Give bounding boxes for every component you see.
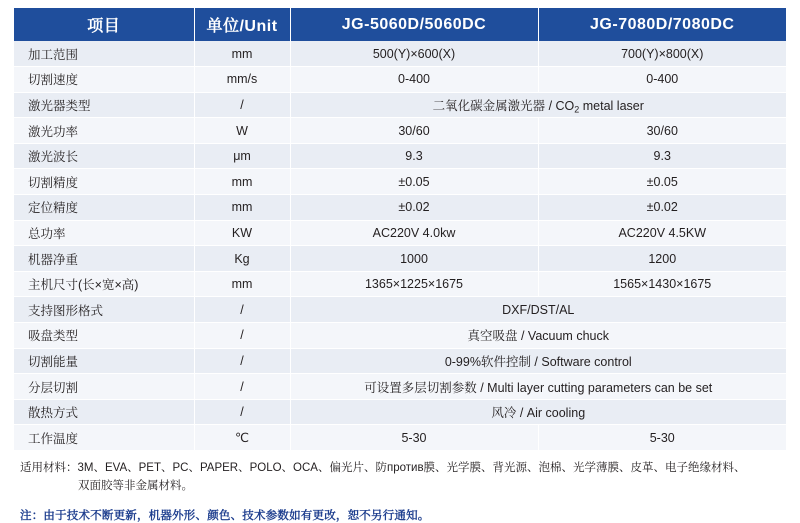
cell-value-5060: 真空吸盘 / Vacuum chuck	[290, 323, 786, 349]
cell-unit: ℃	[194, 425, 290, 451]
cell-unit: mm/s	[194, 67, 290, 93]
cell-parameter-name: 切割精度	[14, 169, 194, 195]
cell-unit: Kg	[194, 246, 290, 272]
cell-value-5060: 0-400	[290, 67, 538, 93]
cell-parameter-name: 机器净重	[14, 246, 194, 272]
cell-value-7080: ±0.05	[538, 169, 786, 195]
cell-value-7080: 1200	[538, 246, 786, 272]
cell-parameter-name: 工作温度	[14, 425, 194, 451]
cell-value-5060: 30/60	[290, 118, 538, 144]
cell-parameter-name: 支持图形格式	[14, 297, 194, 323]
cell-unit: W	[194, 118, 290, 144]
cell-parameter-name: 总功率	[14, 220, 194, 246]
cell-unit: mm	[194, 41, 290, 67]
cell-parameter-name: 切割速度	[14, 67, 194, 93]
cell-parameter-name: 散热方式	[14, 399, 194, 425]
table-row	[14, 169, 786, 195]
cell-value-5060: 可设置多层切割参数 / Multi layer cutting parameters can be set	[290, 374, 786, 400]
table-row	[14, 67, 786, 93]
cell-unit: /	[194, 374, 290, 400]
table-row	[14, 246, 786, 272]
table-row	[14, 41, 786, 67]
cell-value-5060: 二氧化碳金属激光器 / $CO_2$ metal laser	[290, 92, 786, 118]
cell-unit: μm	[194, 143, 290, 169]
disclaimer-note: 注：由于技术不断更新，机器外形、颜色、技术参数如有更改，恕不另行通知。	[20, 509, 430, 522]
materials-note	[14, 460, 786, 496]
cell-value-7080: AC220V 4.5KW	[538, 220, 786, 246]
cell-value-5060: ±0.02	[290, 195, 538, 221]
cell-value-5060: ±0.05	[290, 169, 538, 195]
specification-table	[14, 8, 786, 451]
table-row	[14, 374, 786, 400]
cell-unit: mm	[194, 169, 290, 195]
cell-parameter-name: 激光波长	[14, 143, 194, 169]
cell-unit: /	[194, 92, 290, 118]
cell-unit: mm	[194, 195, 290, 221]
cell-value-7080: 0-400	[538, 67, 786, 93]
cell-parameter-name: 主机尺寸(长×宽×高)	[14, 271, 194, 297]
cell-unit: /	[194, 399, 290, 425]
materials-note-line-1: 适用材料：3M、EVA、PET、PC、PAPER、POLO、OCA、偏光片、防против膜、光学膜、背光源、泡棉、光学薄膜、皮革、电子绝缘材料、	[20, 462, 746, 474]
column-header-item: 项目	[14, 8, 194, 41]
cell-value-5060: 9.3	[290, 143, 538, 169]
column-header-unit: 单位/Unit	[194, 8, 290, 41]
cell-value-7080: 5-30	[538, 425, 786, 451]
table-row	[14, 195, 786, 221]
cell-value-7080: 9.3	[538, 143, 786, 169]
cell-unit: /	[194, 348, 290, 374]
cell-parameter-name: 吸盘类型	[14, 323, 194, 349]
table-header	[14, 8, 786, 41]
table-row	[14, 399, 786, 425]
cell-value-5060: 风冷 / Air cooling	[290, 399, 786, 425]
table-row	[14, 143, 786, 169]
cell-unit: mm	[194, 271, 290, 297]
cell-value-7080: 1565×1430×1675	[538, 271, 786, 297]
cell-unit: KW	[194, 220, 290, 246]
cell-parameter-name: 分层切割	[14, 374, 194, 400]
materials-note-line-2: 双面胶等非金属材料。	[78, 479, 193, 492]
column-header-model-7080: JG-7080D/7080DC	[538, 8, 786, 41]
table-header-row	[14, 8, 786, 41]
cell-value-5060: 500(Y)×600(X)	[290, 41, 538, 67]
cell-value-7080: 700(Y)×800(X)	[538, 41, 786, 67]
cell-value-5060: DXF/DST/AL	[290, 297, 786, 323]
cell-value-7080: ±0.02	[538, 195, 786, 221]
cell-value-5060: 1000	[290, 246, 538, 272]
cell-value-5060: 5-30	[290, 425, 538, 451]
cell-value-5060: AC220V 4.0kw	[290, 220, 538, 246]
cell-value-7080: 30/60	[538, 118, 786, 144]
cell-parameter-name: 激光功率	[14, 118, 194, 144]
table-body	[14, 41, 786, 451]
cell-parameter-name: 定位精度	[14, 195, 194, 221]
table-row	[14, 323, 786, 349]
cell-unit: /	[194, 323, 290, 349]
cell-parameter-name: 激光器类型	[14, 92, 194, 118]
table-row	[14, 425, 786, 451]
cell-unit: /	[194, 297, 290, 323]
table-row	[14, 118, 786, 144]
cell-value-5060: 0-99%软件控制 / Software control	[290, 348, 786, 374]
table-row	[14, 220, 786, 246]
table-row	[14, 348, 786, 374]
table-row	[14, 92, 786, 118]
cell-value-5060: 1365×1225×1675	[290, 271, 538, 297]
column-header-model-5060: JG-5060D/5060DC	[290, 8, 538, 41]
table-row	[14, 271, 786, 297]
cell-parameter-name: 加工范围	[14, 41, 194, 67]
table-row	[14, 297, 786, 323]
cell-parameter-name: 切割能量	[14, 348, 194, 374]
